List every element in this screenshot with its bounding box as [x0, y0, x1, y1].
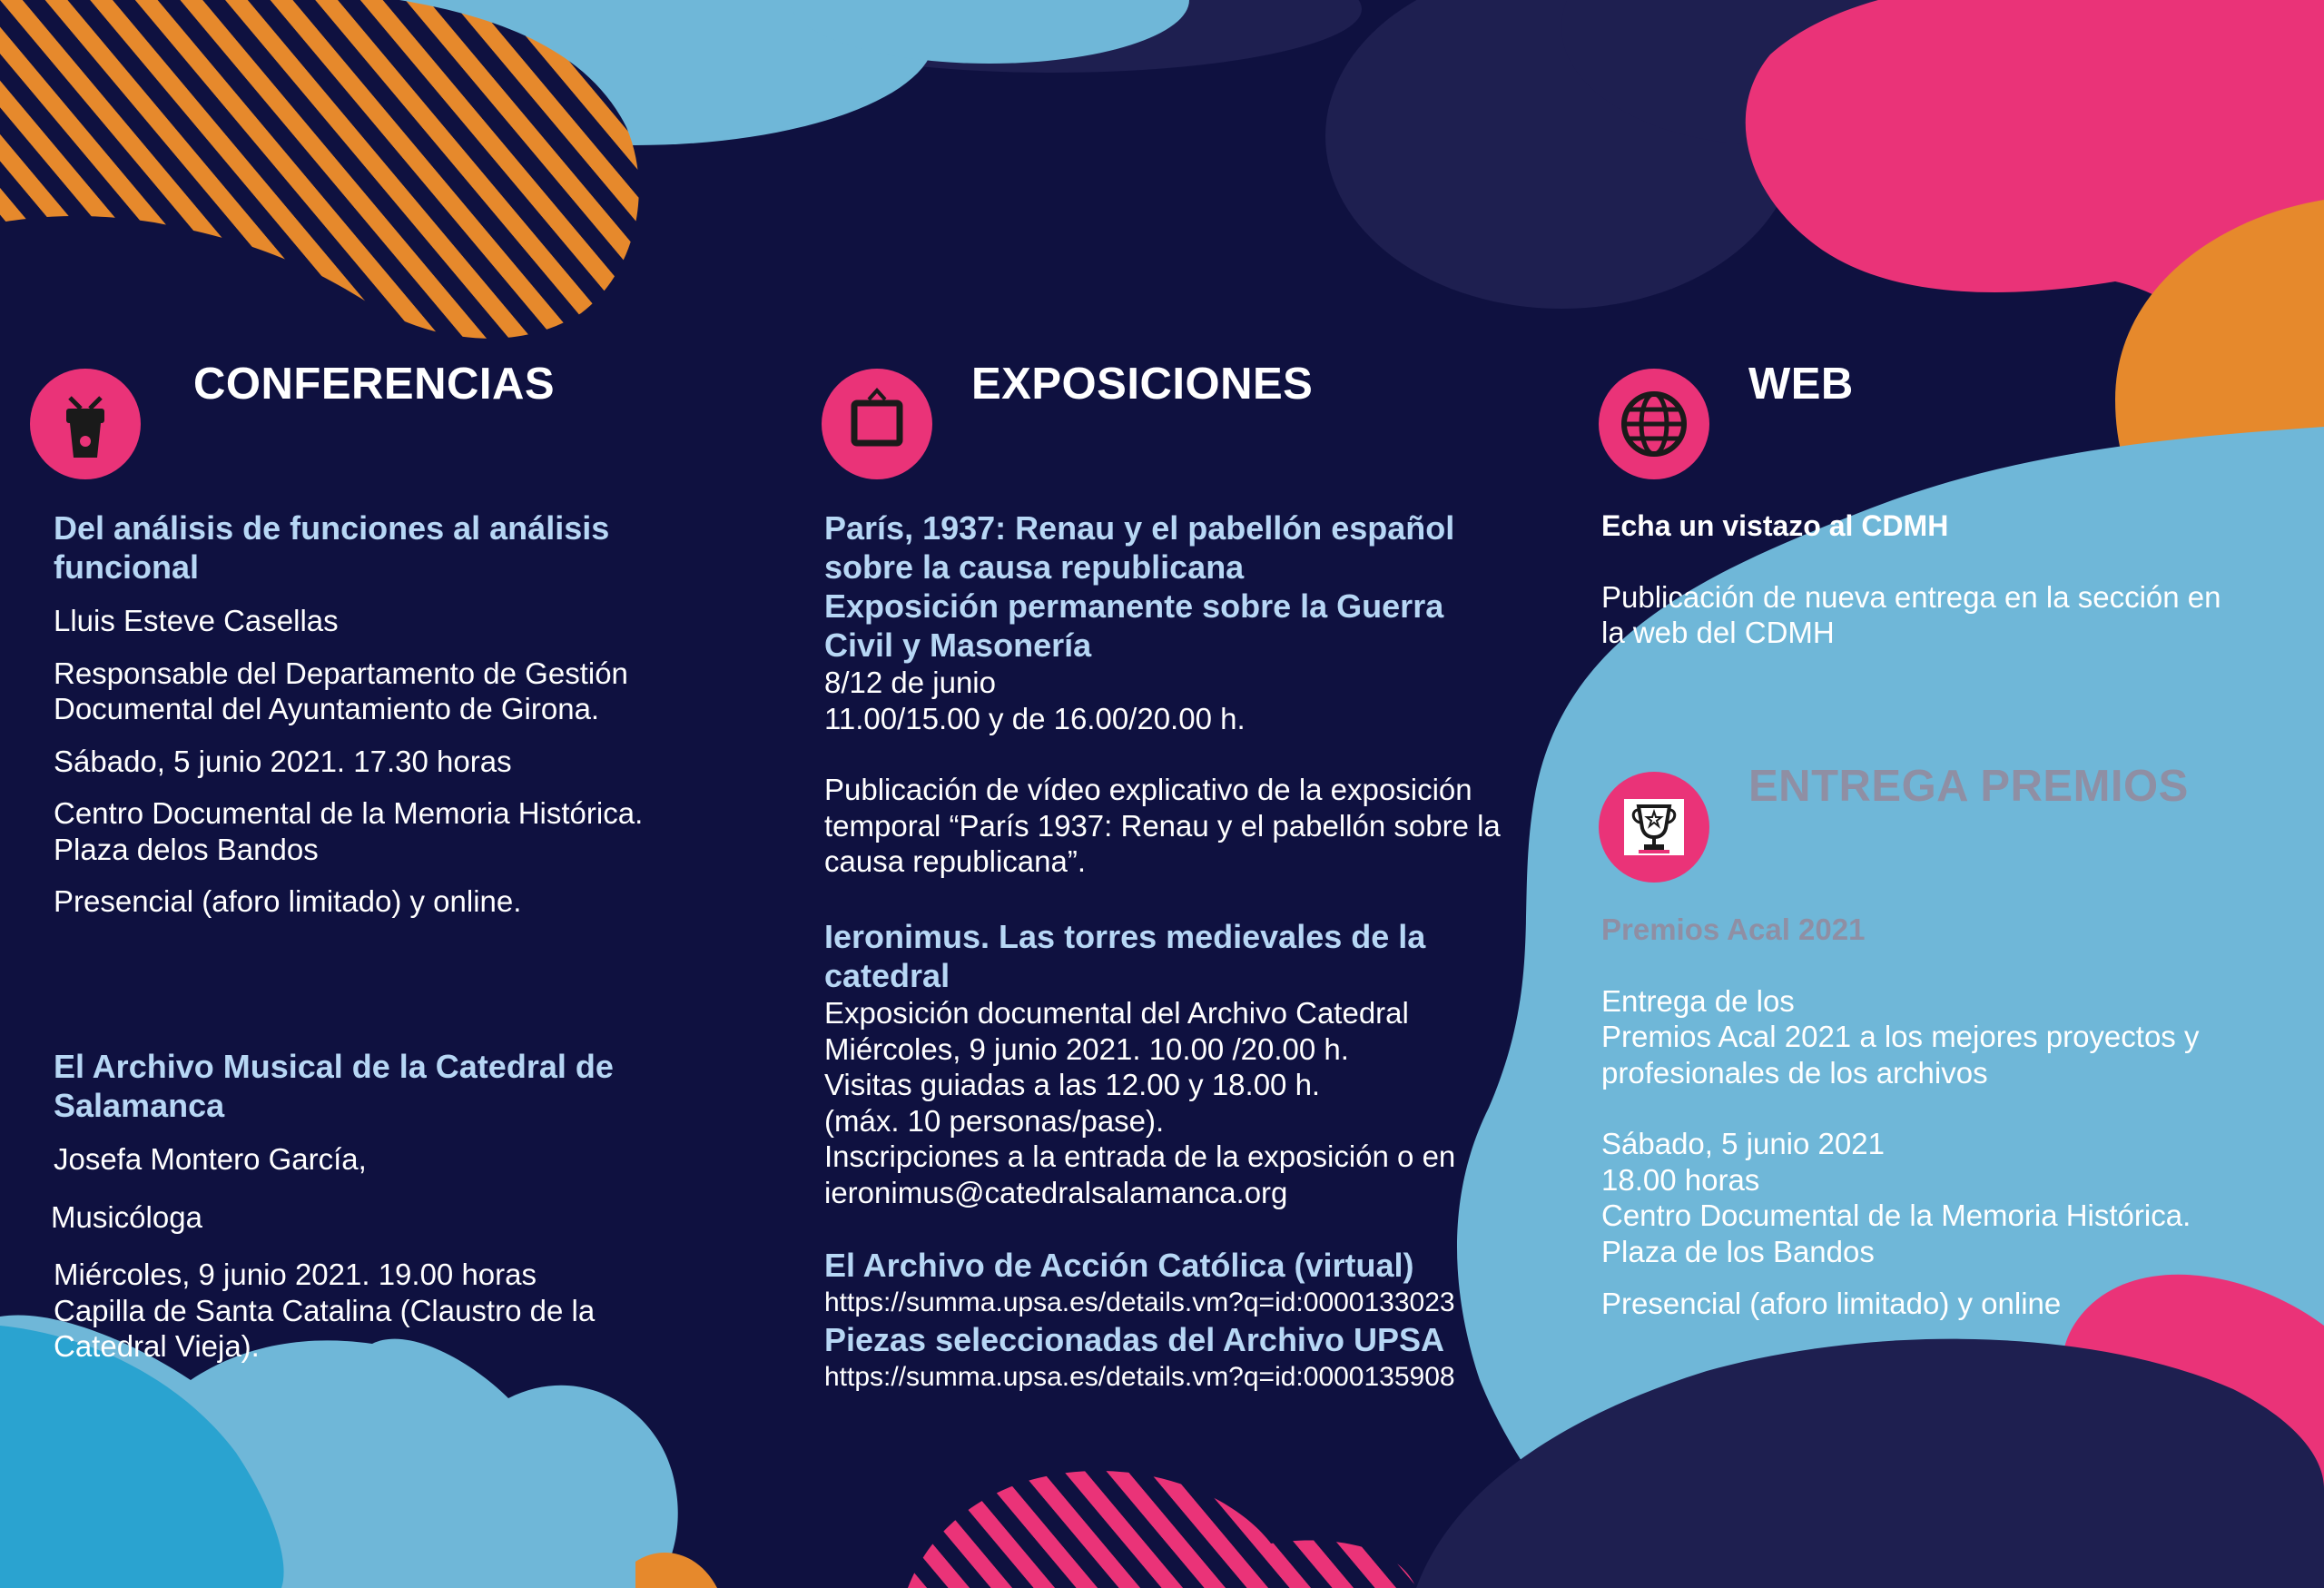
exposicion-2-line2: Miércoles, 9 junio 2021. 10.00 /20.00 h.	[824, 1031, 1349, 1066]
exposiciones-title: EXPOSICIONES	[971, 360, 1314, 409]
exposicion-2-email[interactable]: ieronimus@catedralsalamanca.org	[824, 1175, 1288, 1209]
web-heading[interactable]: Echa un vistazo al CDMH	[1601, 509, 1949, 542]
premios-line1: Entrega de los	[1601, 983, 1795, 1018]
exposicion-permanente-title: Exposición permanente sobre la Guerra Civil y Masonería	[824, 587, 1444, 664]
conferencia-1-title: Del análisis de funciones al análisis funcional	[54, 509, 610, 586]
premios-date: Sábado, 5 junio 2021	[1601, 1127, 1885, 1160]
exposicion-4-title: Piezas seleccionadas del Archivo UPSA	[824, 1321, 1444, 1358]
conferencia-1	[54, 508, 707, 920]
exposicion-1-video: Publicación de vídeo explicativo de la exposición temporal “París 1937: Renau y el pabellón sobre la causa republicana”.	[824, 773, 1501, 878]
screen-icon	[822, 369, 932, 479]
web-section	[1601, 508, 2255, 651]
exposicion-1	[824, 508, 1514, 880]
conferencia-1-date: Sábado, 5 junio 2021. 17.30 horas	[54, 744, 512, 778]
exposicion-2-line1: Exposición documental del Archivo Catedral	[824, 996, 1409, 1030]
exposicion-1-hours: 11.00/15.00 y de 16.00/20.00 h.	[824, 701, 1246, 735]
conferencia-2-role: Musicóloga	[51, 1199, 202, 1234]
lectern-icon	[30, 369, 141, 479]
exposicion-3	[824, 1246, 1514, 1395]
exposicion-2-line5: Inscripciones a la entrada de la exposición o en	[824, 1139, 1456, 1173]
premios-section	[1601, 912, 2255, 1322]
web-title: WEB	[1748, 360, 1854, 409]
exposicion-3-url[interactable]: https://summa.upsa.es/details.vm?q=id:0000133023	[824, 1287, 1455, 1317]
conferencia-1-speaker: Lluis Esteve Casellas	[54, 604, 339, 637]
trophy-icon	[1599, 772, 1709, 883]
conferencia-2-venue: Capilla de Santa Catalina (Claustro de la Catedral Vieja).	[54, 1293, 596, 1363]
conferencia-2-date: Miércoles, 9 junio 2021. 19.00 horas	[54, 1258, 537, 1291]
premios-title: ENTREGA PREMIOS	[1748, 762, 2189, 811]
exposicion-2-line4: (máx. 10 personas/pase).	[824, 1103, 1165, 1138]
exposicion-1-title: París, 1937: Renau y el pabellón español sobre la causa republicana	[824, 509, 1455, 586]
conferencias-title: CONFERENCIAS	[193, 360, 556, 409]
conferencia-2	[51, 1047, 707, 1365]
exposicion-2	[824, 917, 1514, 1210]
exposicion-2-line3: Visitas guiadas a las 12.00 y 18.00 h.	[824, 1068, 1321, 1101]
premios-venue: Centro Documental de la Memoria Histórica. Plaza de los Bandos	[1601, 1198, 2191, 1268]
conferencia-1-venue: Centro Documental de la Memoria Histórica. Plaza delos Bandos	[54, 796, 644, 866]
exposicion-3-title: El Archivo de Acción Católica (virtual)	[824, 1247, 1414, 1284]
conferencia-1-mode: Presencial (aforo limitado) y online.	[54, 884, 522, 918]
premios-heading: Premios Acal 2021	[1601, 912, 1866, 946]
exposicion-2-title: Ieronimus. Las torres medievales de la catedral	[824, 918, 1426, 994]
premios-hour: 18.00 horas	[1601, 1162, 1760, 1197]
globe-icon	[1599, 369, 1709, 479]
conferencia-2-title: El Archivo Musical de la Catedral de Salamanca	[54, 1048, 614, 1124]
conferencia-2-speaker: Josefa Montero García,	[54, 1142, 367, 1176]
conferencia-1-role: Responsable del Departamento de Gestión Documental del Ayuntamiento de Girona.	[54, 656, 628, 725]
exposicion-4-url[interactable]: https://summa.upsa.es/details.vm?q=id:0000135908	[824, 1362, 1455, 1392]
premios-line2: Premios Acal 2021 a los mejores proyectos y profesionales de los archivos	[1601, 1020, 2200, 1090]
exposicion-1-dates: 8/12 de junio	[824, 666, 996, 699]
web-text: Publicación de nueva entrega en la sección en la web del CDMH	[1601, 579, 2221, 649]
premios-mode: Presencial (aforo limitado) y online	[1601, 1287, 2062, 1320]
